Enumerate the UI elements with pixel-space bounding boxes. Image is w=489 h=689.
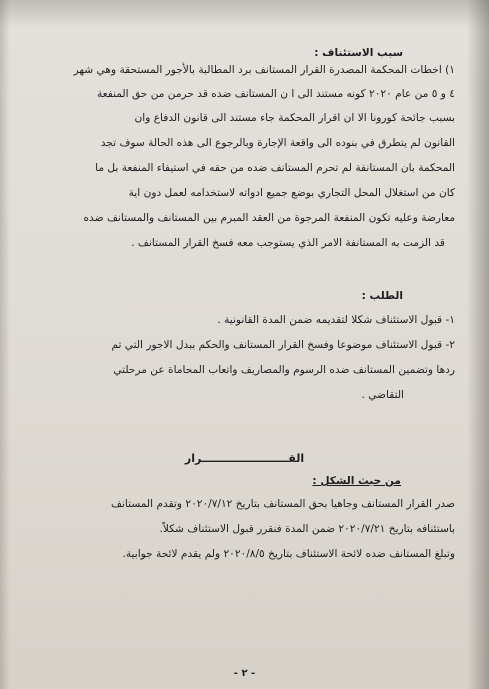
- reasons-line-3: بسبب جائحة كورونا الا ان اقرار المحكمة جاء مستند الى قانون الدفاع وان: [134, 112, 455, 124]
- form-line-2: باستئنافه بتاريخ ٢٠٢٠/٧/٢١ ضمن المدة فنقرر قبول الاستئناف شكلاً.: [159, 523, 455, 535]
- request-heading: الطلب :: [361, 290, 403, 302]
- form-line-3: وتبلغ المستانف ضده لائحة الاستئناف بتاريخ ٢٠٢٠/٨/٥ ولم يقدم لائحة جوابية.: [122, 548, 455, 560]
- page-number: - ٢ -: [233, 668, 256, 679]
- request-item-2-line-2: ردها وتضمين المستانف ضده الرسوم والمصاريف واتعاب المحاماة عن مرحلتي: [113, 364, 455, 376]
- reasons-line-7: معارضة وعليه تكون المنفعة المرجوة من العقد المبرم بين المستانف والمستانف ضده: [83, 212, 455, 224]
- reasons-line-5: المحكمة بان المستانفة لم تحرم المستانف ضده من حقه في استيفاء المنفعة بل ما: [95, 162, 455, 174]
- page-shadow-left: [0, 0, 10, 689]
- reasons-line-1: ١) اخطات المحكمة المصدرة القرار المستانف برد المطالبة بالأجور المستحقة وهي شهر: [73, 64, 455, 76]
- form-line-1: صدر القرار المستانف وجاهيا بحق المستانف بتاريخ ٢٠٢٠/٧/١٢ وتقدم المستانف: [111, 498, 455, 510]
- page-shadow-right: [467, 0, 489, 689]
- reasons-heading: سبب الاستئناف :: [314, 47, 403, 59]
- decision-heading: القـــــــــــــــــــــــرار: [184, 452, 305, 465]
- reasons-line-4: القانون لم يتطرق في بنوده الى واقعة الإجارة وبالرجوع الى هذه الحالة سوف تجد: [100, 137, 455, 149]
- reasons-line-2: ٤ و ٥ من عام ٢٠٢٠ كونه مستند الى ا ن المستانف ضده قد حرمن من حق المنفعة: [96, 88, 455, 100]
- request-item-2: ٢- قبول الاستئناف موضوعا وفسخ القرار المستانف والحكم ببدل الاجور التي تم: [111, 339, 455, 351]
- reasons-line-6: كان من استغلال المحل التجاري بوضع جميع ادواته لاستخدامه لعمل دون اية: [128, 187, 455, 199]
- reasons-line-8: قد الزمت به المستانفة الامر الذي يستوجب معه فسخ القرار المستانف .: [131, 237, 445, 249]
- request-item-2-line-3: التقاضي .: [361, 389, 404, 401]
- request-item-1: ١- قبول الاستئناف شكلا لتقديمه ضمن المدة القانونية .: [217, 314, 455, 326]
- page-shadow-top: [0, 0, 489, 28]
- form-heading: من حيث الشكل :: [312, 475, 401, 487]
